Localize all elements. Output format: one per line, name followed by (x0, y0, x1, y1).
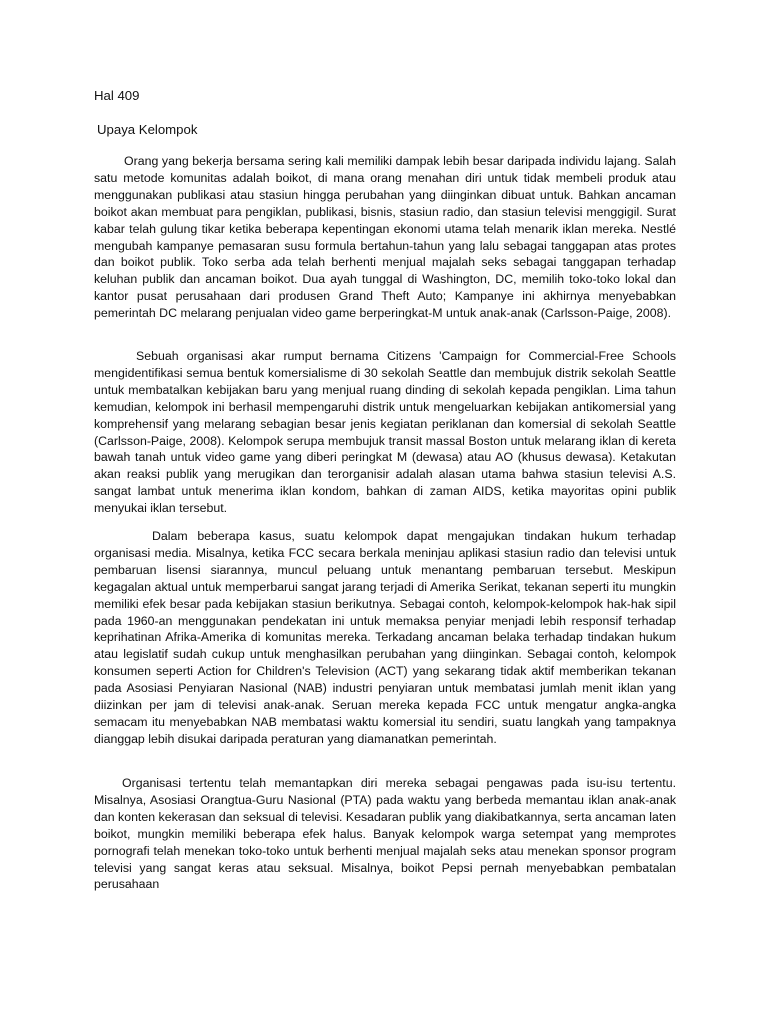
body-paragraph: Sebuah organisasi akar rumput bernama Citizens 'Campaign for Commercial-Free Schools mengidentifikasi semua bentuk komersialisme di 30 sekolah Seattle dan membujuk distrik sekolah Seattle untuk membatalkan kebijakan baru yang menjual ruang dinding di sekolah kepada pengiklan. Lima tahun kemudian, kelompok ini berhasil mempengaruhi distrik untuk mengeluarkan kebijakan antikomersial yang komprehensif yang melarang sebagian besar jenis kegiatan periklanan dan komersial di sekolah Seattle (Carlsson-Paige, 2008). Kelompok serupa membujuk transit massal Boston untuk melarang iklan di kereta bawah tanah untuk video game yang diberi peringkat M (dewasa) atau AO (khusus dewasa). Ketakutan akan reaksi publik yang merugikan dan terorganisir adalah alasan utama bahwa stasiun televisi A.S. sangat lambat untuk menerima iklan kondom, bahkan di zaman AIDS, ketika mayoritas opini publik menyukai iklan tersebut. (94, 349, 676, 516)
page-number: Hal 409 (94, 88, 140, 103)
body-paragraph: Organisasi tertentu telah memantapkan diri mereka sebagai pengawas pada isu-isu tertentu. Misalnya, Asosiasi Orangtua-Guru Nasional (PTA) pada waktu yang berbeda memantau iklan anak-anak dan konten kekerasan dan seksual di televisi. Kesadaran publik yang diakibatkannya, serta ancaman laten boikot, mungkin memiliki beberapa efek halus. Banyak kelompok warga setempat yang memprotes pornografi telah menekan toko-toko untuk berhenti menjual majalah seks atau menekan sponsor program televisi yang sangat keras atau seksual. Misalnya, boikot Pepsi pernah menyebabkan pembatalan perusahaan (94, 776, 676, 892)
body-paragraph: Orang yang bekerja bersama sering kali memiliki dampak lebih besar daripada individu lajang. Salah satu metode komunitas adalah boikot, di mana orang menahan diri untuk tidak membeli produk atau menggunakan publikasi atau stasiun hingga perubahan yang diinginkan dibuat untuk. Bahkan ancaman boikot akan membuat para pengiklan, publikasi, bisnis, stasiun radio, dan stasiun televisi menggigil. Surat kabar telah gulung tikar ketika beberapa kepentingan ekonomi utama telah menarik iklan mereka. Nestlé mengubah kampanye pemasaran susu formula bertahun-tahun yang lalu sebagai tanggapan atas protes dan boikot publik. Toko serba ada telah berhenti menjual majalah seks sebagai tanggapan terhadap keluhan publik dan ancaman boikot. Dua ayah tunggal di Washington, DC, memilih toko-toko lokal dan kantor pusat perusahaan dari produsen Grand Theft Auto; Kampanye ini akhirnya menyebabkan pemerintah DC melarang penjualan video game berperingkat-M untuk anak-anak (Carlsson-Paige, 2008). (94, 154, 676, 321)
section-heading: Upaya Kelompok (97, 122, 198, 137)
body-paragraph: Dalam beberapa kasus, suatu kelompok dapat mengajukan tindakan hukum terhadap organisasi media. Misalnya, ketika FCC secara berkala meninjau aplikasi stasiun radio dan televisi untuk pembaruan lisensi siarannya, muncul peluang untuk menantang pembaruan tersebut. Meskipun kegagalan aktual untuk memperbarui sangat jarang terjadi di Amerika Serikat, tekanan seperti itu mungkin memiliki efek besar pada kebijakan stasiun berikutnya. Sebagai contoh, kelompok-kelompok hak-hak sipil pada 1960-an menggunakan pendekatan ini untuk memaksa penyiar menjadi lebih responsif terhadap keprihatinan Afrika-Amerika di komunitas mereka. Terkadang ancaman belaka terhadap tindakan hukum atau legislatif sudah cukup untuk menghasilkan perubahan yang diinginkan. Sebagai contoh, kelompok konsumen seperti Action for Children's Television (ACT) yang sekarang tidak aktif memberikan tekanan pada Asosiasi Penyiaran Nasional (NAB) industri penyiaran untuk membatasi jumlah menit iklan yang diizinkan per jam di televisi anak-anak. Seruan mereka kepada FCC untuk mengatur angka-angka semacam itu menyebabkan NAB membatasi waktu komersial itu sendiri, suatu langkah yang tampaknya dianggap lebih disukai daripada peraturan yang diamanatkan pemerintah. (94, 529, 676, 746)
